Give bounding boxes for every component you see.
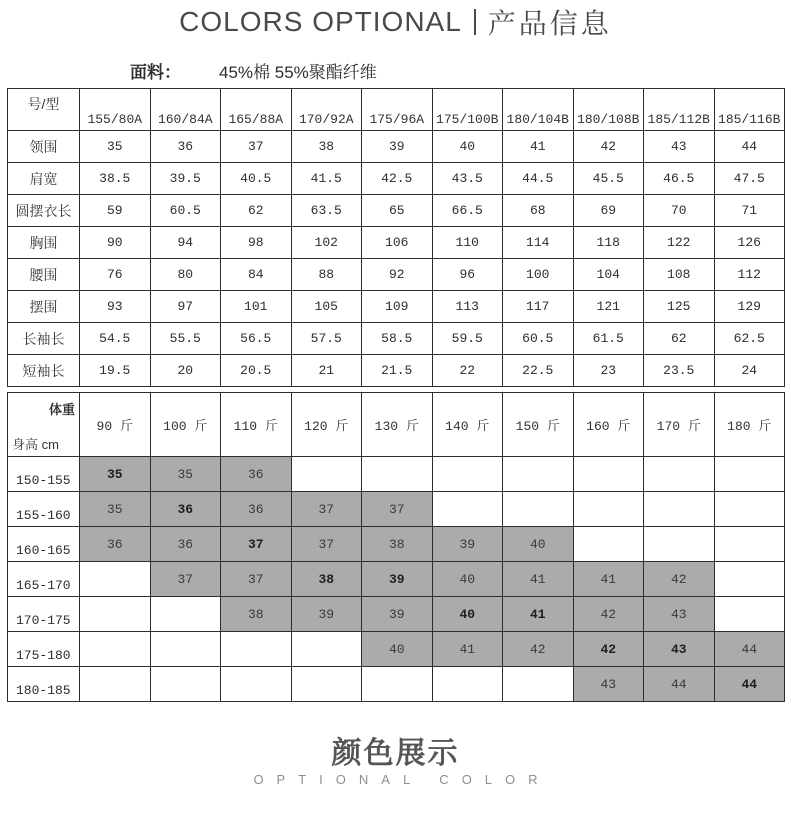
size-cell: 43 bbox=[644, 131, 715, 163]
fit-corner-inner bbox=[8, 393, 79, 456]
fit-cell bbox=[573, 492, 644, 527]
fit-cell bbox=[644, 457, 715, 492]
fabric-value: 45%棉 55%聚酯纤维 bbox=[219, 63, 377, 82]
size-cell: 59 bbox=[80, 195, 151, 227]
size-cell: 42 bbox=[573, 131, 644, 163]
fit-cell bbox=[644, 527, 715, 562]
fit-table-row bbox=[8, 457, 785, 492]
size-cell: 35 bbox=[80, 131, 151, 163]
size-cell: 38.5 bbox=[80, 163, 151, 195]
fit-cell: 44 bbox=[714, 632, 785, 667]
fit-table-head-row bbox=[8, 393, 785, 457]
size-table-row bbox=[8, 131, 785, 163]
size-cell: 20.5 bbox=[221, 355, 292, 387]
fit-cell bbox=[80, 562, 151, 597]
size-cell: 36 bbox=[150, 131, 221, 163]
fit-cell: 39 bbox=[291, 597, 362, 632]
size-cell: 114 bbox=[503, 227, 574, 259]
size-column-header: 165/88A bbox=[221, 89, 292, 131]
size-cell: 55.5 bbox=[150, 323, 221, 355]
page-title-en: COLORS OPTIONAL bbox=[179, 6, 462, 37]
fit-cell: 36 bbox=[150, 527, 221, 562]
size-cell: 40.5 bbox=[221, 163, 292, 195]
fit-cell bbox=[221, 667, 292, 702]
size-table-row bbox=[8, 291, 785, 323]
size-cell: 60.5 bbox=[503, 323, 574, 355]
size-cell: 129 bbox=[714, 291, 785, 323]
weight-height-fit-table bbox=[7, 392, 785, 702]
fit-cell bbox=[80, 597, 151, 632]
fit-cell: 35 bbox=[80, 457, 151, 492]
weight-column-header: 150 斤 bbox=[503, 393, 574, 457]
size-cell: 56.5 bbox=[221, 323, 292, 355]
size-cell: 97 bbox=[150, 291, 221, 323]
fit-cell: 42 bbox=[644, 562, 715, 597]
fit-cell bbox=[221, 632, 292, 667]
size-row-label: 领围 bbox=[8, 131, 80, 163]
fit-cell: 40 bbox=[432, 562, 503, 597]
page-title bbox=[0, 2, 791, 42]
fit-cell: 41 bbox=[432, 632, 503, 667]
size-cell: 41 bbox=[503, 131, 574, 163]
size-table-row bbox=[8, 195, 785, 227]
size-table-row bbox=[8, 355, 785, 387]
size-cell: 125 bbox=[644, 291, 715, 323]
size-column-header: 180/108B bbox=[573, 89, 644, 131]
title-divider bbox=[474, 9, 476, 35]
size-cell: 39.5 bbox=[150, 163, 221, 195]
height-row-label: 150-155 bbox=[8, 457, 80, 492]
weight-column-header: 120 斤 bbox=[291, 393, 362, 457]
size-cell: 23 bbox=[573, 355, 644, 387]
height-row-label: 170-175 bbox=[8, 597, 80, 632]
fit-cell: 37 bbox=[291, 492, 362, 527]
size-cell: 37 bbox=[221, 131, 292, 163]
fit-cell: 37 bbox=[150, 562, 221, 597]
size-column-header: 185/116B bbox=[714, 89, 785, 131]
size-cell: 42.5 bbox=[362, 163, 433, 195]
fit-cell: 39 bbox=[362, 597, 433, 632]
fit-cell bbox=[362, 667, 433, 702]
fit-cell: 37 bbox=[362, 492, 433, 527]
size-cell: 105 bbox=[291, 291, 362, 323]
size-cell: 21 bbox=[291, 355, 362, 387]
fit-cell: 35 bbox=[80, 492, 151, 527]
size-row-label: 胸围 bbox=[8, 227, 80, 259]
size-cell: 121 bbox=[573, 291, 644, 323]
size-cell: 22 bbox=[432, 355, 503, 387]
fit-cell bbox=[432, 667, 503, 702]
fit-cell: 39 bbox=[362, 562, 433, 597]
size-cell: 66.5 bbox=[432, 195, 503, 227]
size-cell: 110 bbox=[432, 227, 503, 259]
size-cell: 69 bbox=[573, 195, 644, 227]
size-column-header: 160/84A bbox=[150, 89, 221, 131]
weight-column-header: 90 斤 bbox=[80, 393, 151, 457]
fit-cell: 35 bbox=[150, 457, 221, 492]
fit-cell bbox=[503, 667, 574, 702]
size-cell: 76 bbox=[80, 259, 151, 291]
fit-cell bbox=[432, 492, 503, 527]
size-cell: 70 bbox=[644, 195, 715, 227]
size-cell: 24 bbox=[714, 355, 785, 387]
fit-cell: 41 bbox=[573, 562, 644, 597]
size-row-label: 摆围 bbox=[8, 291, 80, 323]
size-corner-label: 号/型 bbox=[8, 89, 80, 131]
fit-cell bbox=[714, 562, 785, 597]
size-table-row bbox=[8, 259, 785, 291]
fit-cell bbox=[573, 457, 644, 492]
size-column-header: 185/112B bbox=[644, 89, 715, 131]
fit-cell: 38 bbox=[291, 562, 362, 597]
size-cell: 71 bbox=[714, 195, 785, 227]
size-cell: 61.5 bbox=[573, 323, 644, 355]
size-cell: 88 bbox=[291, 259, 362, 291]
size-table-row bbox=[8, 163, 785, 195]
fit-corner-cell bbox=[8, 393, 80, 457]
size-cell: 20 bbox=[150, 355, 221, 387]
fit-cell bbox=[714, 457, 785, 492]
size-cell: 108 bbox=[644, 259, 715, 291]
fit-table-row bbox=[8, 527, 785, 562]
size-cell: 106 bbox=[362, 227, 433, 259]
size-column-header: 170/92A bbox=[291, 89, 362, 131]
size-cell: 117 bbox=[503, 291, 574, 323]
fit-cell bbox=[503, 492, 574, 527]
height-row-label: 165-170 bbox=[8, 562, 80, 597]
size-cell: 62 bbox=[221, 195, 292, 227]
size-cell: 40 bbox=[432, 131, 503, 163]
fit-cell bbox=[714, 597, 785, 632]
size-cell: 43.5 bbox=[432, 163, 503, 195]
fit-cell: 36 bbox=[150, 492, 221, 527]
weight-column-header: 110 斤 bbox=[221, 393, 292, 457]
fit-cell: 37 bbox=[221, 562, 292, 597]
size-row-label: 短袖长 bbox=[8, 355, 80, 387]
weight-column-header: 180 斤 bbox=[714, 393, 785, 457]
height-row-label: 155-160 bbox=[8, 492, 80, 527]
fit-cell: 36 bbox=[80, 527, 151, 562]
fit-cell bbox=[573, 527, 644, 562]
size-cell: 68 bbox=[503, 195, 574, 227]
size-cell: 44 bbox=[714, 131, 785, 163]
fit-cell: 37 bbox=[291, 527, 362, 562]
size-column-header: 155/80A bbox=[80, 89, 151, 131]
fit-cell bbox=[432, 457, 503, 492]
size-cell: 63.5 bbox=[291, 195, 362, 227]
weight-column-header: 160 斤 bbox=[573, 393, 644, 457]
size-cell: 92 bbox=[362, 259, 433, 291]
fit-cell: 43 bbox=[644, 597, 715, 632]
size-cell: 59.5 bbox=[432, 323, 503, 355]
size-cell: 60.5 bbox=[150, 195, 221, 227]
height-row-label: 180-185 bbox=[8, 667, 80, 702]
height-row-label: 160-165 bbox=[8, 527, 80, 562]
size-cell: 93 bbox=[80, 291, 151, 323]
size-table-row bbox=[8, 227, 785, 259]
size-cell: 19.5 bbox=[80, 355, 151, 387]
size-cell: 94 bbox=[150, 227, 221, 259]
weight-column-header: 100 斤 bbox=[150, 393, 221, 457]
size-cell: 102 bbox=[291, 227, 362, 259]
size-cell: 65 bbox=[362, 195, 433, 227]
fit-cell: 38 bbox=[362, 527, 433, 562]
fit-cell: 44 bbox=[644, 667, 715, 702]
height-axis-label: 身高 cm bbox=[12, 437, 59, 452]
fit-cell bbox=[291, 632, 362, 667]
size-table-row bbox=[8, 323, 785, 355]
fit-table-row bbox=[8, 667, 785, 702]
size-cell: 100 bbox=[503, 259, 574, 291]
height-row-label: 175-180 bbox=[8, 632, 80, 667]
weight-axis-label: 体重 bbox=[48, 402, 75, 417]
fit-cell: 36 bbox=[221, 492, 292, 527]
fit-cell: 40 bbox=[503, 527, 574, 562]
size-cell: 90 bbox=[80, 227, 151, 259]
fit-cell bbox=[503, 457, 574, 492]
fit-cell bbox=[150, 667, 221, 702]
size-cell: 118 bbox=[573, 227, 644, 259]
fabric-info bbox=[130, 58, 377, 83]
fabric-label: 面料： bbox=[130, 63, 181, 82]
size-cell: 39 bbox=[362, 131, 433, 163]
size-cell: 126 bbox=[714, 227, 785, 259]
fit-cell bbox=[80, 632, 151, 667]
fit-cell: 43 bbox=[644, 632, 715, 667]
fit-cell bbox=[150, 597, 221, 632]
size-row-label: 长袖长 bbox=[8, 323, 80, 355]
size-table-body bbox=[8, 131, 785, 387]
size-cell: 96 bbox=[432, 259, 503, 291]
fit-cell bbox=[644, 492, 715, 527]
size-cell: 62.5 bbox=[714, 323, 785, 355]
fit-cell: 42 bbox=[573, 597, 644, 632]
size-cell: 23.5 bbox=[644, 355, 715, 387]
size-cell: 38 bbox=[291, 131, 362, 163]
color-section-title-en: OPTIONAL COLOR bbox=[253, 772, 551, 787]
weight-column-header: 130 斤 bbox=[362, 393, 433, 457]
fit-cell bbox=[714, 527, 785, 562]
fit-cell bbox=[362, 457, 433, 492]
size-column-header: 180/104B bbox=[503, 89, 574, 131]
size-row-label: 腰围 bbox=[8, 259, 80, 291]
size-cell: 80 bbox=[150, 259, 221, 291]
size-cell: 101 bbox=[221, 291, 292, 323]
size-cell: 44.5 bbox=[503, 163, 574, 195]
size-cell: 41.5 bbox=[291, 163, 362, 195]
size-cell: 98 bbox=[221, 227, 292, 259]
fit-cell: 42 bbox=[573, 632, 644, 667]
size-cell: 112 bbox=[714, 259, 785, 291]
fit-table-body bbox=[8, 457, 785, 702]
page-title-zh: 产品信息 bbox=[487, 8, 612, 39]
size-row-label: 肩宽 bbox=[8, 163, 80, 195]
size-cell: 58.5 bbox=[362, 323, 433, 355]
size-cell: 62 bbox=[644, 323, 715, 355]
fit-table-row bbox=[8, 597, 785, 632]
weight-column-header: 140 斤 bbox=[432, 393, 503, 457]
fit-cell: 38 bbox=[221, 597, 292, 632]
fit-cell bbox=[291, 667, 362, 702]
fit-cell: 41 bbox=[503, 562, 574, 597]
fit-table-row bbox=[8, 562, 785, 597]
fit-cell: 43 bbox=[573, 667, 644, 702]
fit-cell bbox=[80, 667, 151, 702]
fit-cell bbox=[291, 457, 362, 492]
fit-cell: 40 bbox=[362, 632, 433, 667]
fit-cell bbox=[150, 632, 221, 667]
fit-cell: 42 bbox=[503, 632, 574, 667]
fit-table-row bbox=[8, 492, 785, 527]
fit-cell bbox=[714, 492, 785, 527]
size-cell: 57.5 bbox=[291, 323, 362, 355]
size-cell: 47.5 bbox=[714, 163, 785, 195]
size-cell: 45.5 bbox=[573, 163, 644, 195]
size-row-label: 圆摆衣长 bbox=[8, 195, 80, 227]
size-cell: 122 bbox=[644, 227, 715, 259]
fit-cell: 41 bbox=[503, 597, 574, 632]
fit-cell: 40 bbox=[432, 597, 503, 632]
fit-cell: 36 bbox=[221, 457, 292, 492]
size-cell: 84 bbox=[221, 259, 292, 291]
size-cell: 113 bbox=[432, 291, 503, 323]
size-spec-table bbox=[7, 88, 785, 387]
weight-column-header: 170 斤 bbox=[644, 393, 715, 457]
size-cell: 22.5 bbox=[503, 355, 574, 387]
fit-cell: 39 bbox=[432, 527, 503, 562]
size-cell: 109 bbox=[362, 291, 433, 323]
size-cell: 46.5 bbox=[644, 163, 715, 195]
size-cell: 104 bbox=[573, 259, 644, 291]
size-column-header: 175/100B bbox=[432, 89, 503, 131]
color-section-title-zh: 颜色展示 bbox=[331, 737, 460, 770]
size-table-head-row bbox=[8, 89, 785, 131]
fit-table-row bbox=[8, 632, 785, 667]
size-column-header: 175/96A bbox=[362, 89, 433, 131]
fit-cell: 37 bbox=[221, 527, 292, 562]
size-cell: 54.5 bbox=[80, 323, 151, 355]
size-cell: 21.5 bbox=[362, 355, 433, 387]
fit-cell: 44 bbox=[714, 667, 785, 702]
